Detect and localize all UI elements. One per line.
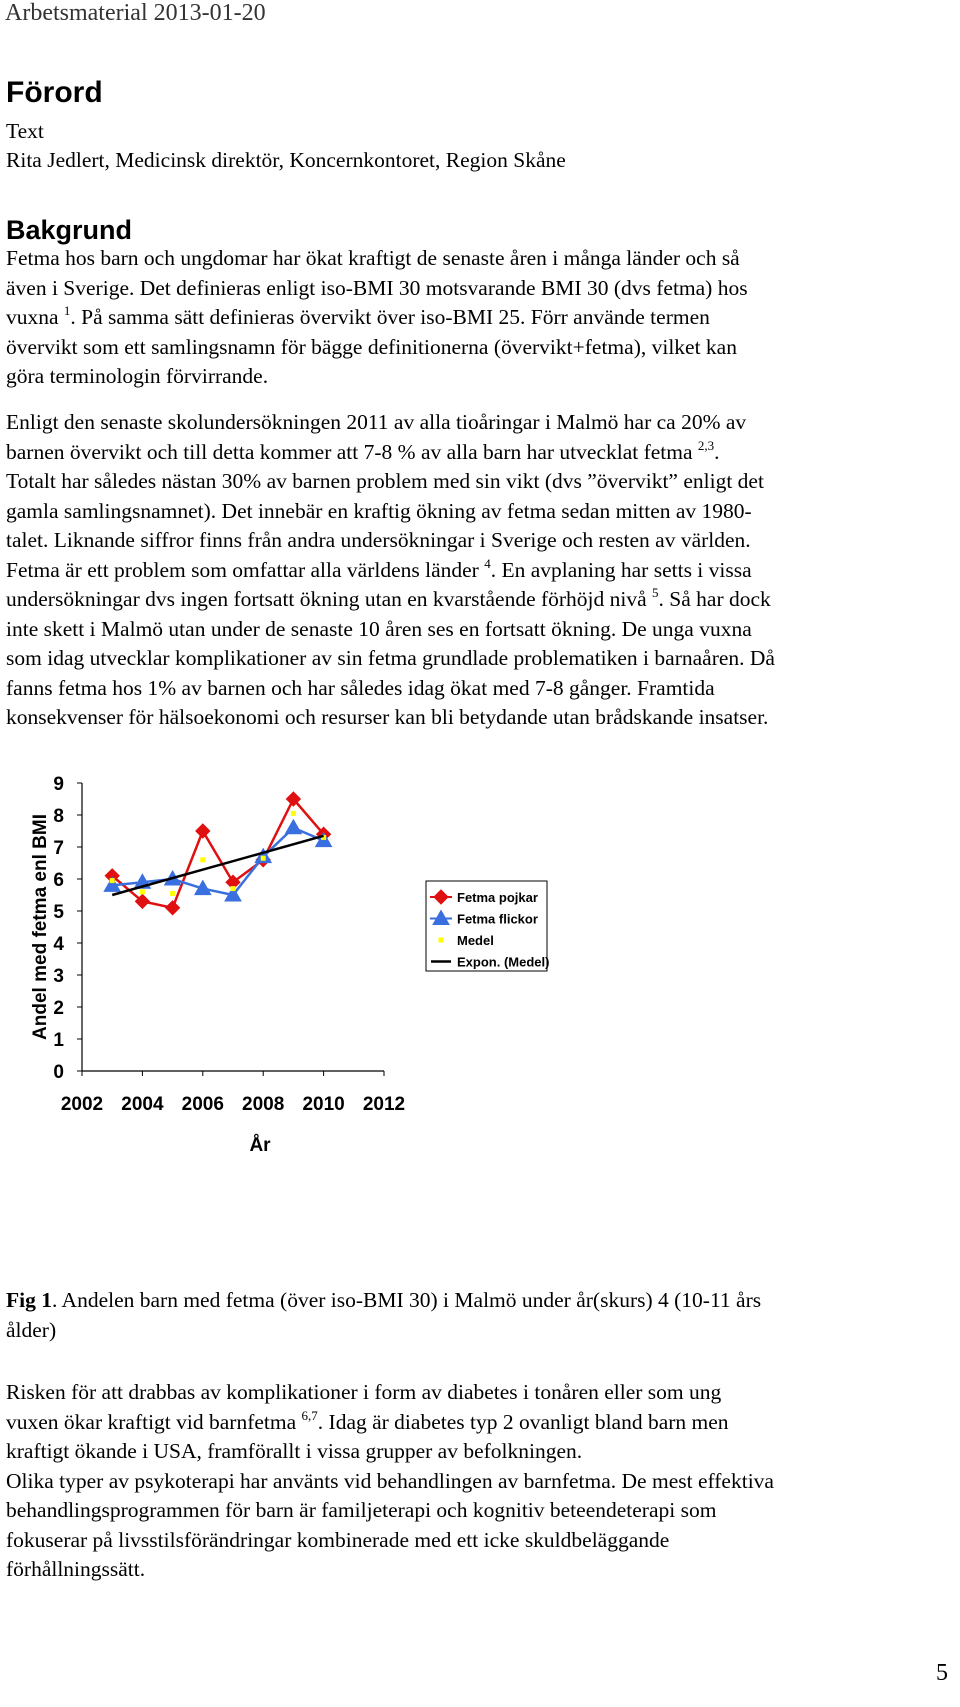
legend-label: Fetma flickor xyxy=(457,911,538,927)
footnote-ref: 6,7 xyxy=(301,1407,318,1423)
paragraph-3 xyxy=(6,1378,954,1585)
y-axis-label: Andel med fetma enl BMI xyxy=(30,814,51,1040)
data-point-1 xyxy=(285,820,301,834)
text-line: göra terminologin förvirrande. xyxy=(6,364,269,388)
text-span: . På samma sätt definieras övervikt över iso-BMI 25. Förr använde termen xyxy=(70,305,710,329)
text-line xyxy=(6,1408,954,1438)
x-tick-label: 2010 xyxy=(302,1094,345,1115)
text-line: Olika typer av psykoterapi har använts vid behandlingen av barnfetma. De mest effektiva xyxy=(6,1468,774,1493)
text-line: Fetma hos barn och ungdomar har ökat kraftigt de senaste åren i många länder och så xyxy=(6,246,740,270)
x-tick-label: 2006 xyxy=(181,1094,224,1115)
text-line: kraftigt ökande i USA, framförallt i vissa grupper av befolkningen. xyxy=(6,1439,583,1463)
legend-label: Fetma pojkar xyxy=(457,890,538,905)
y-tick-label: 4 xyxy=(53,934,64,955)
text-line xyxy=(6,438,954,468)
text-span: . xyxy=(714,439,720,464)
text-line: övervikt som ett samlingsnamn för bägge definitionerna (övervikt+fetma), vilket kan xyxy=(6,334,737,359)
text-span: . Idag är diabetes typ 2 ovanligt bland barn men xyxy=(317,1409,729,1434)
legend-swatch xyxy=(439,938,444,943)
paragraph-1 xyxy=(6,244,954,392)
text-line: även i Sverige. Det definieras enligt iso-BMI 30 motsvarande BMI 30 (dvs fetma) hos xyxy=(6,275,748,300)
text-line xyxy=(6,303,954,333)
text-span: vuxna xyxy=(6,305,64,329)
text-line: Totalt har således nästan 30% av barnen problem med sin vikt (dvs ”övervikt” enligt det xyxy=(6,469,764,493)
data-point-0 xyxy=(196,824,210,838)
data-point-2 xyxy=(140,889,145,894)
text-span: . Så har dock xyxy=(658,587,771,611)
text-line: fokuserar på livsstilsförändringar kombinerade med ett icke skuldbeläggande xyxy=(6,1527,670,1552)
section-title-forord: Förord xyxy=(6,76,103,109)
figure-caption xyxy=(6,1285,954,1345)
data-point-2 xyxy=(110,878,115,883)
x-tick-label: 2012 xyxy=(362,1094,406,1115)
page-number: 5 xyxy=(936,1660,948,1686)
y-tick-label: 5 xyxy=(53,902,64,923)
footnote-ref: 2,3 xyxy=(697,437,715,453)
footnote-ref: 5 xyxy=(652,585,659,600)
legend-label: Medel xyxy=(457,933,494,948)
y-tick-label: 2 xyxy=(53,998,64,1019)
data-point-2 xyxy=(261,856,266,861)
y-tick-label: 3 xyxy=(53,966,64,987)
text-line: behandlingsprogrammen för barn är familjeterapi och kognitiv beteendeterapi som xyxy=(6,1498,717,1522)
text-line xyxy=(6,556,954,586)
trendline-medel xyxy=(112,836,323,895)
forord-text: Text xyxy=(6,119,44,143)
text-line: konsekvenser för hälsoekonomi och resurser kan bli betydande utan brådskande insatser. xyxy=(6,705,769,729)
text-line: Enligt den senaste skolundersökningen 2011 av alla tioåringar i Malmö har ca 20% av xyxy=(6,410,747,434)
obesity-chart xyxy=(0,774,620,1280)
x-axis-label: År xyxy=(249,1135,271,1156)
header-date: Arbetsmaterial 2013-01-20 xyxy=(5,0,266,26)
text-span: Fetma är ett problem som omfattar alla världens länder xyxy=(6,557,485,582)
text-span: vuxen ökar kraftigt vid barnfetma xyxy=(6,1409,302,1434)
caption-line xyxy=(6,1285,954,1315)
y-tick-label: 8 xyxy=(53,806,64,827)
paragraph-2 xyxy=(6,408,954,733)
footnote-ref: 4 xyxy=(484,555,491,571)
caption-label: Fig 1 xyxy=(6,1288,52,1312)
y-tick-label: 7 xyxy=(53,838,64,859)
text-span: barnen övervikt och till detta kommer att 7-8 % av alla barn har utvecklat fetma xyxy=(6,439,698,464)
data-point-0 xyxy=(166,901,180,915)
text-line: inte skett i Malmö utan under de senaste 10 åren ses en fortsatt ökning. De unga vuxna xyxy=(6,616,752,641)
text-line xyxy=(6,585,954,615)
text-line: fanns fetma hos 1% av barnen och har således idag ökat med 7-8 gånger. Framtida xyxy=(6,675,715,700)
x-tick-label: 2002 xyxy=(60,1094,104,1115)
y-tick-label: 0 xyxy=(53,1062,64,1083)
text-line: som idag utvecklar komplikationer av sin fetma grundlade problematiken i barnaåren. Då xyxy=(6,646,775,670)
y-tick-label: 6 xyxy=(53,870,64,891)
data-point-2 xyxy=(231,886,236,891)
text-line: gamla samlingsnamnet). Det innebär en kraftig ökning av fetma sedan mitten av 1980- xyxy=(6,498,752,523)
y-tick-label: 1 xyxy=(53,1030,64,1051)
text-line: talet. Liknande siffror finns från andra undersökningar i Sverige och resten av världen. xyxy=(6,528,751,552)
x-tick-label: 2008 xyxy=(242,1094,285,1115)
footnote-ref: 1 xyxy=(63,303,71,318)
data-point-2 xyxy=(200,857,205,862)
section-title-bakgrund: Bakgrund xyxy=(6,215,133,245)
data-point-2 xyxy=(291,811,296,816)
data-point-2 xyxy=(170,891,175,896)
forord-author: Rita Jedlert, Medicinsk direktör, Koncernkontoret, Region Skåne xyxy=(6,148,566,172)
text-span: undersökningar dvs ingen fortsatt ökning utan en kvarstående förhöjd nivå xyxy=(6,587,653,611)
y-tick-label: 9 xyxy=(53,774,64,795)
legend-label: Expon. (Medel) xyxy=(457,954,550,970)
text-span: . En avplaning har setts i vissa xyxy=(490,557,752,582)
text-line: förhållningssätt. xyxy=(6,1557,146,1581)
x-tick-label: 2004 xyxy=(121,1094,164,1115)
caption-text: . Andelen barn med fetma (över iso-BMI 30) i Malmö under år(skurs) 4 (10-11 års xyxy=(51,1288,762,1312)
text-line: Risken för att drabbas av komplikationer i form av diabetes i tonåren eller som ung xyxy=(6,1380,722,1404)
caption-line: ålder) xyxy=(6,1318,57,1342)
